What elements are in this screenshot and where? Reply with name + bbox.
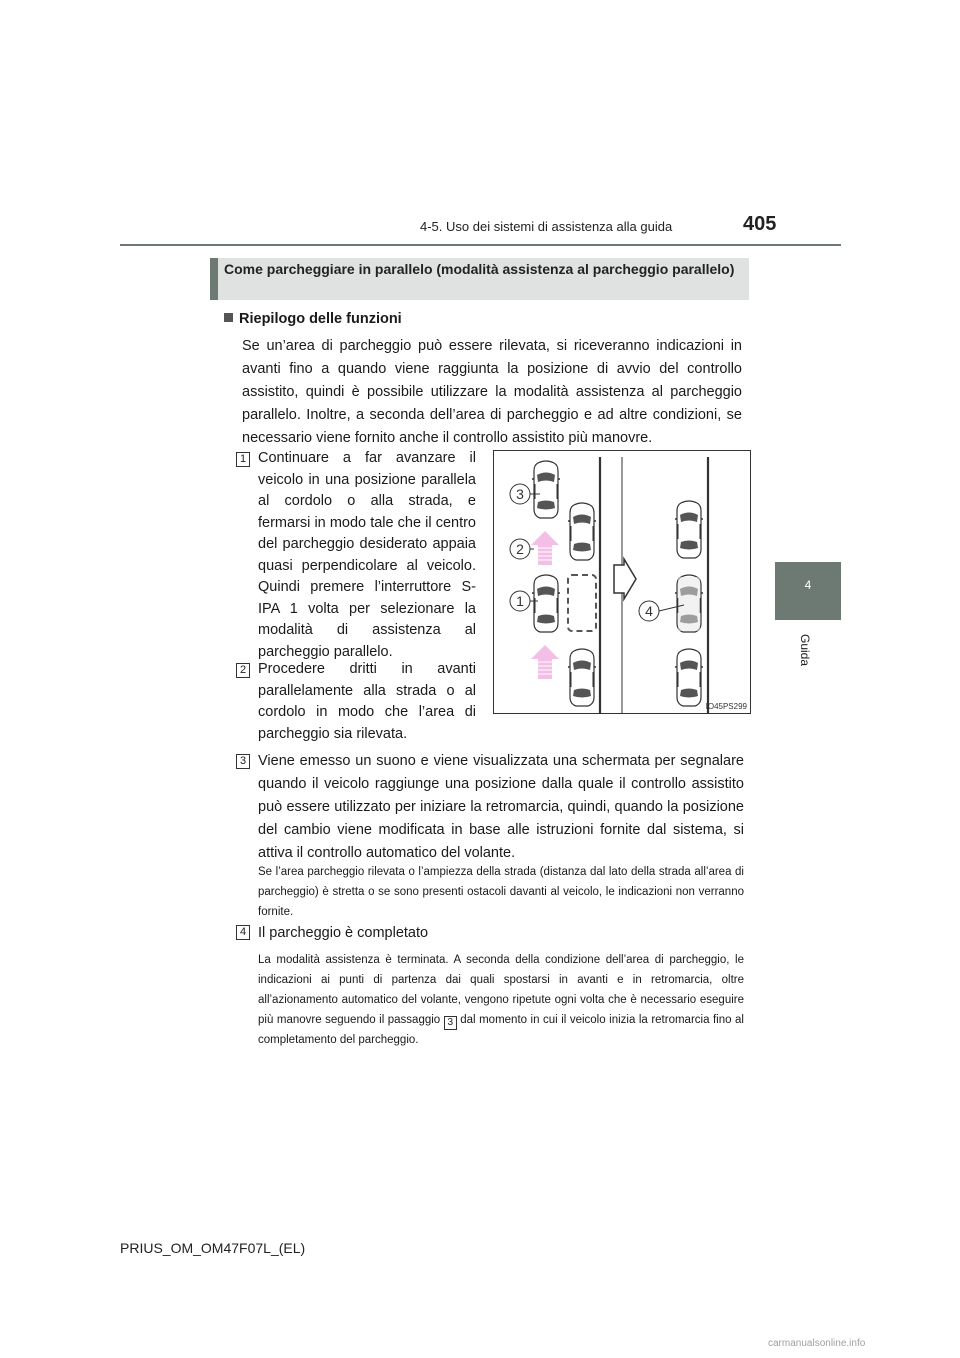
callout-2: [510, 539, 534, 559]
header-section-label: 4-5. Uso dei sistemi di assistenza alla guida: [420, 219, 673, 234]
svg-text:4: 4: [645, 603, 653, 619]
step-1-text: Continuare a far avanzare il veicolo in una posizione parallela al cordolo o alla strada, e fermarsi in modo tale che il centro del parcheggio desiderato appaia quasi perpendicolare al veicolo. Quindi premere l’interruttore S-IPA 1 volta per selezionare la modalità di assistenza al parcheggio parallelo.: [258, 450, 476, 660]
car-icon: [532, 461, 560, 518]
intro-paragraph: Se un’area di parcheggio può essere rilevata, si riceveranno indicazioni in avanti fino a quando viene raggiunta la posizione di avvio del controllo assistito, quindi è possibile utilizzare la modalità assistenza al parcheggio parallelo. Inoltre, a seconda dell’area di parcheggio e ad altre condizioni, se necessario viene fornito anche il controllo assistito più manovre.: [242, 338, 742, 446]
step-4-badge: 4: [236, 925, 250, 940]
step-3-badge: 3: [236, 754, 250, 769]
right-arrow-icon: [614, 559, 636, 599]
step-ref-badge: 3: [444, 1016, 457, 1030]
page-number: 405: [743, 213, 777, 235]
section-title-accent: [210, 258, 218, 300]
parking-diagram: [493, 450, 751, 714]
svg-text:3: 3: [516, 486, 524, 502]
car-icon: [675, 501, 703, 558]
up-arrow-icon: [531, 531, 559, 565]
subheading: [224, 311, 402, 327]
step-4-note-before: La modalità assistenza è terminata. A seconda della condizione dell’area di parcheggio, le indicazioni ai punti di partenza dai quali spostarsi in avanti e in retromarcia, oltre all’azionamento automatico del volante, vengono ripetute ogni volta che è necessario eseguire più manovre seguendo il passaggio: [258, 954, 744, 1026]
step-4-text: Il parcheggio è completato: [258, 925, 429, 941]
svg-text:1: 1: [516, 593, 524, 609]
up-arrow-icon: [531, 645, 559, 679]
svg-text:2: 2: [516, 541, 524, 557]
car-icon: [568, 649, 596, 706]
document-code: PRIUS_OM_OM47F07L_(EL): [120, 1240, 306, 1256]
watermark: carmanualsonline.info: [768, 1338, 866, 1349]
chapter-label: Guida: [798, 634, 812, 667]
step-1-badge: 1: [236, 452, 250, 467]
step-4-note: [258, 950, 744, 1050]
step-3-text: Viene emesso un suono e viene visualizzata una schermata per segnalare quando il veicolo raggiunge una posizione dalla quale il controllo assistito può essere utilizzato per iniziare la retromarcia, quindi, quando la posizione del cambio viene modificata in base alle istruzioni fornite dal sistema, si attiva il controllo automatico del volante.: [258, 753, 744, 861]
car-icon: [568, 503, 596, 560]
chapter-number: 4: [804, 578, 812, 592]
car-icon: [532, 575, 560, 632]
figure-code: IO45PS299: [705, 702, 747, 711]
parking-space-icon: [568, 575, 596, 631]
subheading-text: Riepilogo delle funzioni: [239, 311, 402, 327]
step-2-text: Procedere dritti in avanti parallelamente alla strada o al cordolo in modo che l’area di parcheggio sia rilevata.: [258, 661, 476, 742]
step-4-note-after: dal momento in cui il veicolo inizia la retromarcia fino al completamento del parcheggio.: [258, 1014, 744, 1046]
car-icon: [675, 649, 703, 706]
header-rule: [120, 244, 841, 246]
step-3-note: Se l’area parcheggio rilevata o l’ampiezza della strada (distanza dal lato della strada all’area di parcheggio) è stretta o se sono presenti ostacoli davanti al veicolo, le indicazioni non verranno fornite.: [258, 866, 744, 918]
step-2-badge: 2: [236, 663, 250, 678]
section-title: Come parcheggiare in parallelo (modalità assistenza al parcheggio parallelo): [224, 261, 735, 277]
parking-diagram-svg: [494, 451, 750, 713]
square-bullet-icon: [224, 313, 233, 322]
